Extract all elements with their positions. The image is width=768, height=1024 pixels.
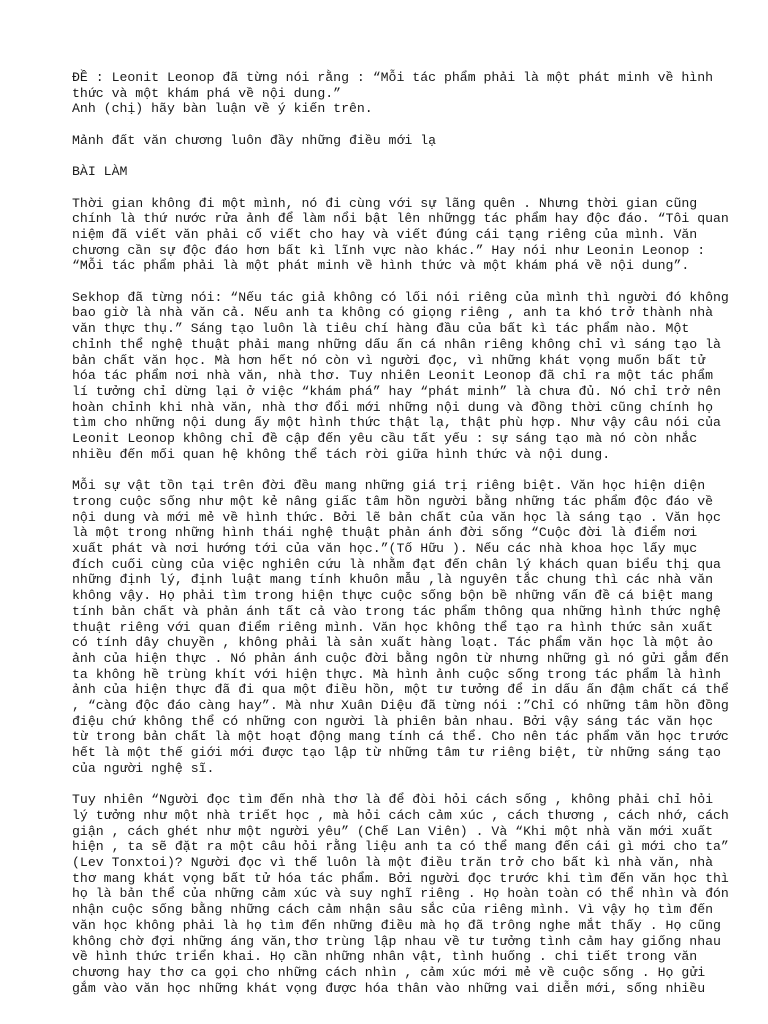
paragraph — [72, 195, 729, 275]
essay-prompt — [72, 70, 712, 117]
paragraph-line: tính bản chất và phản ánh tất cả vào trong tác phẩm thông qua những hình thức nghệ — [72, 603, 721, 619]
paragraph-line: “Mỗi tác phẩm phải là một phát minh về hình thức và một khám phá về nội dung”. — [72, 258, 690, 274]
paragraph-line: chỉnh thể nghệ thuật phải mang những dấu ấn cá nhân riêng không chỉ vì sáng tạo là — [72, 336, 721, 352]
paragraph-line: những định lý, định luật mang tính khuôn mẫu ,là nguyên tắc chung thì các nhà văn — [72, 572, 714, 588]
paragraph-line: không vậy. Họ phải tìm trong hiện thực cuộc sống bộn bề những vấn đề cá biệt mang — [72, 588, 714, 604]
paragraph-line: lí tưởng chỉ dừng lại ở việc “khám phá” hay “phát minh” là chưa đủ. Nó chỉ trở nên — [72, 384, 721, 399]
paragraph-line: về hình thức triển khai. Họ cần những nhân vật, tình huống . chi tiết trong văn — [72, 949, 698, 965]
paragraph-line: chương hay thơ ca gọi cho những cách nhìn , cảm xúc mới mẻ về cuộc sống . Họ gửi — [72, 964, 706, 980]
paragraph-line: bản chất văn học. Mà hơn hết nó còn vì người đọc, vì những khát vọng muốn bất tử — [72, 352, 706, 368]
paragraph-line: niệm đã viết văn phải cố viết cho hay và viết đúng cái tạng riêng của mình. Văn — [72, 226, 698, 242]
paragraph-line: có tính dây chuyền , không phải là sản xuất hàng loạt. Tác phẩm văn học là một ảo — [72, 635, 714, 651]
paragraph-line: Mỗi sự vật tồn tại trên đời đều mang những giá trị riêng biệt. Văn học hiện diện — [72, 478, 706, 494]
paragraph-line: hiện , ta sẽ đặt ra một câu hỏi rằng liệu anh ta có thể mang đến cái gì mới cho ta” — [72, 839, 729, 855]
paragraph — [72, 478, 729, 776]
paragraph-line: , “càng độc đáo càng hay”. Mà như Xuân Diệu đã từng nói :”Chỉ có những tâm hồn đồng — [72, 698, 729, 714]
paragraph-line: chính là thứ nước rửa ảnh để làm nổi bật lên nhữngg tác phẩm hay độc đáo. “Tôi quan — [72, 211, 729, 227]
prompt-line: thức và một khám phá về nội dung.” — [72, 85, 342, 101]
paragraph — [72, 792, 729, 996]
prompt-line: ĐỀ : Leonit Leonop đã từng nói rằng : “Mỗi tác phẩm phải là một phát minh về hình — [72, 70, 714, 85]
paragraph-line: văn học không phải là họ tìm đến những điều mà họ đã trông nghe mắt thấy . Họ cũng — [72, 917, 721, 933]
paragraph-line: gắm vào văn học những khát vọng được hóa thân vào những vai diễn mới, sống nhiều — [72, 980, 706, 996]
paragraph-line: Tuy nhiên “Người đọc tìm đến nhà thơ là để đòi hỏi cách sống , không phải chỉ hỏi — [72, 792, 714, 808]
paragraph-line: ảnh của hiện thực đã đi qua một điều hồn, một tư tưởng để in dấu ấn đậm chất cá thể — [72, 682, 729, 698]
paragraph-line: Leonit Leonop không chỉ đề cập đến yêu cầu tất yếu : sự sáng tạo mà nó còn nhắc — [72, 431, 698, 447]
paragraph-line: thuật riêng với quan điểm riêng mình. Văn học không thể tạo ra hình thức sản xuất — [72, 619, 714, 635]
paragraph-line: điệu chứ không thể có những con người là phiên bản nhau. Bởi vậy sáng tác văn học — [72, 713, 714, 729]
paragraph-line: nội dung và mới mẻ về hình thức. Bởi lẽ bản chất của văn học là sáng tạo . Văn học — [72, 509, 721, 525]
paragraph — [72, 289, 729, 463]
paragraph-line: của người nghệ sĩ. — [72, 760, 215, 776]
paragraph-line: (Lev Tonxtoi)? Người đọc vì thế luôn là một điều trăn trở cho bất kì nhà văn, nhà — [72, 855, 714, 871]
paragraph-line: ta không hề trùng khít với hiện thực. Mà hình ảnh cuộc sống trong tác phẩm là hình — [72, 666, 721, 682]
prompt-line: Anh (chị) hãy bàn luận về ý kiến trên. — [72, 101, 373, 117]
paragraph-line: Sekhop đã từng nói: “Nếu tác giả không có lối nói riêng của mình thì người đó không — [72, 289, 729, 305]
paragraph-line: giận , cách ghét như một người yêu” (Chế Lan Viên) . Và “Khi một nhà văn mới xuất — [72, 823, 714, 839]
paragraph-line: đích cuối cùng của việc nghiên cứu là nhằm đạt đến chân lý khách quan biểu thị qua — [72, 556, 721, 572]
paragraph-line: là một trong những hình thái nghệ thuật phản ánh đời sống “Cuộc đời là điểm nơi — [72, 525, 698, 541]
paragraph-line: hết là một thế giới mới được tạo lập từ những tâm tư riêng biệt, từ những sáng tạo — [72, 745, 721, 761]
paragraph-line: nhận cuộc sống bằng những cách cảm nhận sâu sắc của riêng mình. Vì vậy họ tìm đến — [72, 902, 714, 918]
paragraph-line: chương cần sự độc đáo hơn bất kì lĩnh vực nào khác.” Hay nói như Leonin Leonop : — [72, 242, 706, 258]
paragraph-line: họ là bản thể của những cảm xúc và suy nghĩ riêng . Họ hoàn toàn có thể nhìn và đón — [72, 886, 729, 902]
document-page — [72, 70, 729, 996]
paragraph-line: lý tưởng như một nhà triết học , mà hỏi cách cảm xúc , cách thương , cách nhớ, cách — [72, 807, 729, 823]
essay-heading: BÀI LÀM — [72, 164, 128, 180]
paragraph-line: không chờ đợi những áng văn,thơ trùng lập nhau về tư tưởng tình cảm hay giống nhau — [72, 933, 721, 949]
paragraph-line: nhiều đến mối quan hệ không thể tách rời giữa hình thức và nội dung. — [72, 446, 611, 462]
paragraph-line: Thời gian không đi một mình, nó đi cùng với sự lãng quên . Nhưng thời gian cũng — [72, 195, 698, 211]
paragraph-line: hoàn chỉnh khi nhà văn, nhà thơ đổi mới những nội dung và đồng thời cũng chính họ — [72, 399, 714, 415]
essay-subtitle: Mảnh đất văn chương luôn đầy những điều mới lạ — [72, 132, 437, 148]
paragraph-line: tìm cho những nội dung ấy một hình thức thật lạ, thật phù hợp. Như vậy câu nói của — [72, 415, 721, 431]
paragraph-line: xuất phát và nơi hướng tới của văn học.”(Tố Hữu ). Nếu các nhà khoa học lấy mục — [72, 541, 698, 557]
paragraph-line: trong cuộc sống như một kẻ nâng giấc tâm hồn người bằng những tác phẩm độc đáo về — [72, 493, 714, 509]
paragraph-line: văn thực thụ.” Sáng tạo luôn là tiêu chí hàng đầu của bất kì tác phẩm nào. Một — [72, 321, 690, 337]
essay-body — [72, 195, 729, 997]
paragraph-line: từ trong bản chất là một hoạt động mang tính cá thể. Cho nên tác phẩm văn học trước — [72, 729, 729, 745]
paragraph-line: ảnh của hiện thực . Nó phản ánh cuộc đời bằng ngôn từ nhưng những gì nó gửi gắm đến — [72, 650, 729, 666]
paragraph-line: hóa tác phẩm nơi nhà văn, nhà thơ. Tuy nhiên Leonit Leonop đã chỉ ra một tác phẩm — [72, 368, 714, 384]
paragraph-line: thơ mang khát vọng bất tử hóa tác phẩm. Bởi người đọc trước khi tìm đến văn học thì — [72, 870, 729, 886]
paragraph-line: bao giờ là nhà văn cả. Nếu anh ta không có giọng riêng , anh ta khó trở thành nhà — [72, 305, 714, 321]
